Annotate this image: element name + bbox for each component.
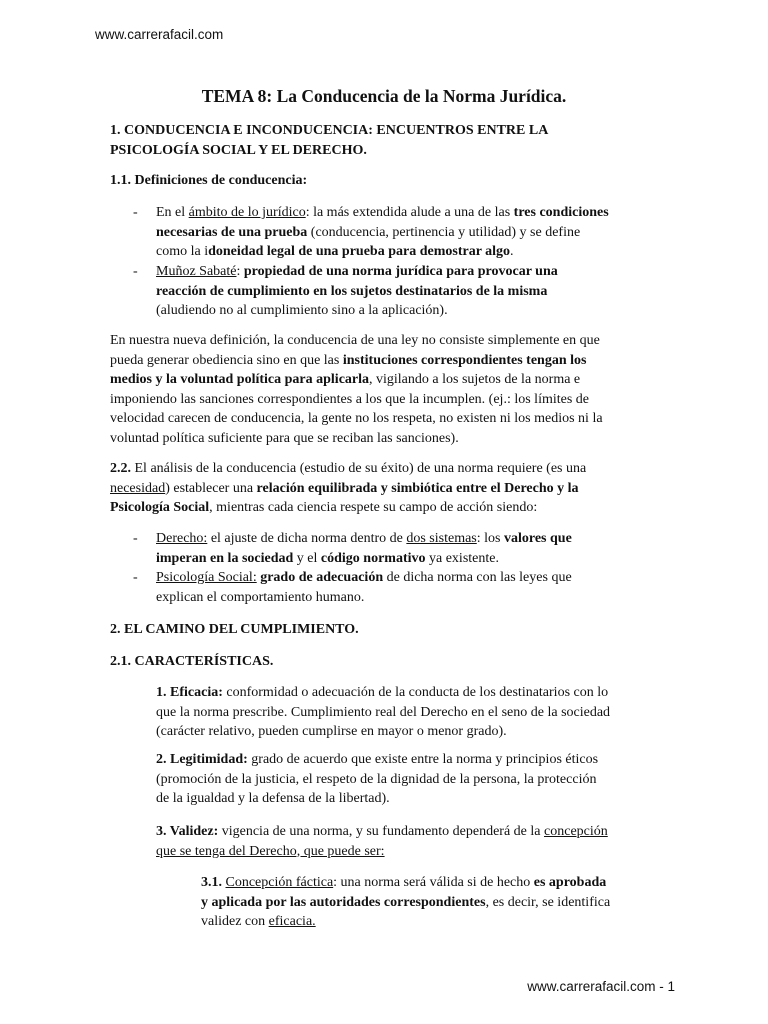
bullet-dash: -: [133, 570, 138, 585]
bold-text: y aplicada por las autoridades correspondientes: [201, 894, 486, 910]
bold-text: 2. EL CAMINO DEL CUMPLIMIENTO.: [110, 622, 359, 637]
text: velocidad carecen de conducencia, la gente no los respeta, no existen ni los medios ni la: [110, 411, 603, 426]
text: pueda generar obediencia sino en que las: [110, 352, 343, 368]
text: (aludiendo no al cumplimiento sino a la aplicación).: [156, 303, 448, 318]
bold-text: propiedad de una norma jurídica para provocar una: [243, 264, 558, 279]
underlined-text: Derecho:: [156, 531, 208, 546]
underlined-text: Concepción fáctica: [225, 875, 334, 890]
underlined-text: dos sistemas: [406, 531, 477, 546]
text: validez con: [201, 914, 269, 929]
subsection-2-1-heading: [110, 652, 273, 672]
bullet-dash: -: [133, 531, 138, 546]
text: de dicha norma con las leyes que: [383, 570, 572, 585]
text: el ajuste de dicha norma dentro de: [207, 531, 407, 546]
underlined-text: que se tenga del Derecho, que puede ser:: [156, 843, 385, 859]
bold-text: relación equilibrada y simbiótica entre el Derecho y la: [256, 480, 579, 496]
text: ya existente.: [425, 550, 499, 566]
text: que la norma prescribe. Cumplimiento real del Derecho en el seno de la sociedad: [156, 704, 611, 720]
bold-text: 2.2.: [110, 461, 131, 476]
bold-text: reacción de cumplimiento en los sujetos destinatarios de la misma: [156, 283, 548, 299]
text: : los: [476, 531, 504, 546]
bullet-psicologia-social: [156, 568, 676, 607]
section-1-heading: [110, 121, 548, 160]
text: El análisis de la conducencia (estudio de su éxito) de una norma requiere (es una: [131, 461, 587, 476]
item-legitimidad: [156, 750, 696, 809]
item-concepcion-factica: [201, 873, 691, 932]
bold-text: imperan en la sociedad: [156, 550, 294, 566]
bold-text: 1. Eficacia:: [156, 685, 223, 700]
text: :: [236, 264, 244, 279]
bullet-ambito-juridico: [156, 203, 676, 262]
bold-text: instituciones correspondientes tengan los: [342, 352, 587, 368]
bold-text: 2.1. CARACTERÍSTICAS.: [110, 654, 274, 669]
paragraph-2-2: [110, 459, 690, 518]
document-title: TEMA 8: La Conducencia de la Norma Jurídica.: [201, 86, 567, 106]
bold-text: doneidad legal de una prueba para demostrar algo: [208, 244, 511, 259]
text: (conducencia, pertinencia y utilidad) y se define: [307, 224, 581, 240]
bold-text: 2. Legitimidad:: [156, 752, 248, 767]
subsection-1-1-text: 1.1. Definiciones de conducencia:: [110, 173, 308, 188]
underlined-text: eficacia.: [268, 914, 316, 929]
section-1-heading-line-1: 1. CONDUCENCIA E INCONDUCENCIA: ENCUENTROS ENTRE LA: [110, 123, 549, 138]
bold-text: Psicología Social: [110, 500, 210, 515]
bold-text: necesarias de una prueba: [156, 224, 308, 240]
text: i: [204, 244, 209, 259]
text: explican el comportamiento humano.: [156, 589, 365, 605]
bullet-dash: -: [133, 264, 138, 279]
text: conformidad o adecuación de la conducta de los destinatarios con lo: [222, 685, 609, 700]
section-2-heading: [110, 620, 359, 640]
underlined-text: Psicología Social:: [156, 570, 257, 585]
footer-site-page: www.carrerafacil.com - 1: [527, 979, 675, 994]
text: voluntad política suficiente para que se reciban las sanciones).: [110, 430, 459, 446]
section-1-heading-line-2: PSICOLOGÍA SOCIAL Y EL DERECHO.: [110, 142, 367, 158]
text: En nuestra nueva definición, la conducencia de una ley no consiste simplemente en que: [110, 333, 600, 348]
header-site: www.carrerafacil.com: [95, 27, 224, 42]
underlined-text: Muñoz Sabaté: [156, 264, 237, 279]
bold-text: es aprobada: [533, 875, 607, 890]
underlined-text: concepción: [544, 824, 608, 839]
bold-text: código normativo: [320, 550, 426, 566]
text: de la igualdad y la defensa de la libertad).: [156, 791, 390, 806]
bullet-munoz-sabate: [156, 262, 676, 321]
bold-text: medios y la voluntad política para aplicarla: [110, 372, 370, 387]
text: : una norma será válida si de hecho: [333, 875, 534, 890]
item-eficacia: [156, 683, 696, 742]
text: grado de acuerdo que existe entre la norma y principios éticos: [247, 752, 599, 767]
text: imponiendo las sanciones correspondientes a los que la incumplen. (ej.: los límites de: [110, 391, 590, 407]
text: .: [510, 244, 514, 259]
bold-text: 3.1.: [201, 875, 222, 890]
text: y el: [293, 550, 321, 566]
underlined-text: ámbito de lo jurídico: [188, 205, 306, 220]
bold-text: valores que: [503, 531, 572, 546]
text: como la: [156, 244, 205, 259]
text: (carácter relativo, pueden cumplirse en mayor o menor grado).: [156, 724, 507, 739]
item-validez: [156, 822, 696, 861]
text: , vigilando a los sujetos de la norma e: [369, 372, 581, 387]
bold-text: grado de adecuación: [260, 570, 384, 585]
text: vigencia de una norma, y su fundamento dependerá de la: [218, 824, 545, 839]
text: : la más extendida alude a una de las: [305, 205, 514, 220]
text: , es decir, se identifica: [485, 894, 611, 910]
bold-text: 3. Validez:: [156, 824, 219, 839]
subsection-1-1-heading: [110, 171, 307, 191]
bullet-dash: -: [133, 205, 138, 220]
bullet-derecho: [156, 529, 676, 568]
paragraph-nueva-definicion: [110, 331, 690, 448]
text: ) establecer una: [165, 480, 257, 496]
text: En el: [156, 205, 189, 220]
underlined-text: necesidad: [110, 480, 166, 496]
text: (promoción de la justicia, el respeto de la dignidad de la persona, la protección: [156, 771, 597, 787]
bold-text: tres condiciones: [513, 205, 609, 220]
text: , mientras cada ciencia respete su campo de acción siendo:: [209, 500, 538, 515]
